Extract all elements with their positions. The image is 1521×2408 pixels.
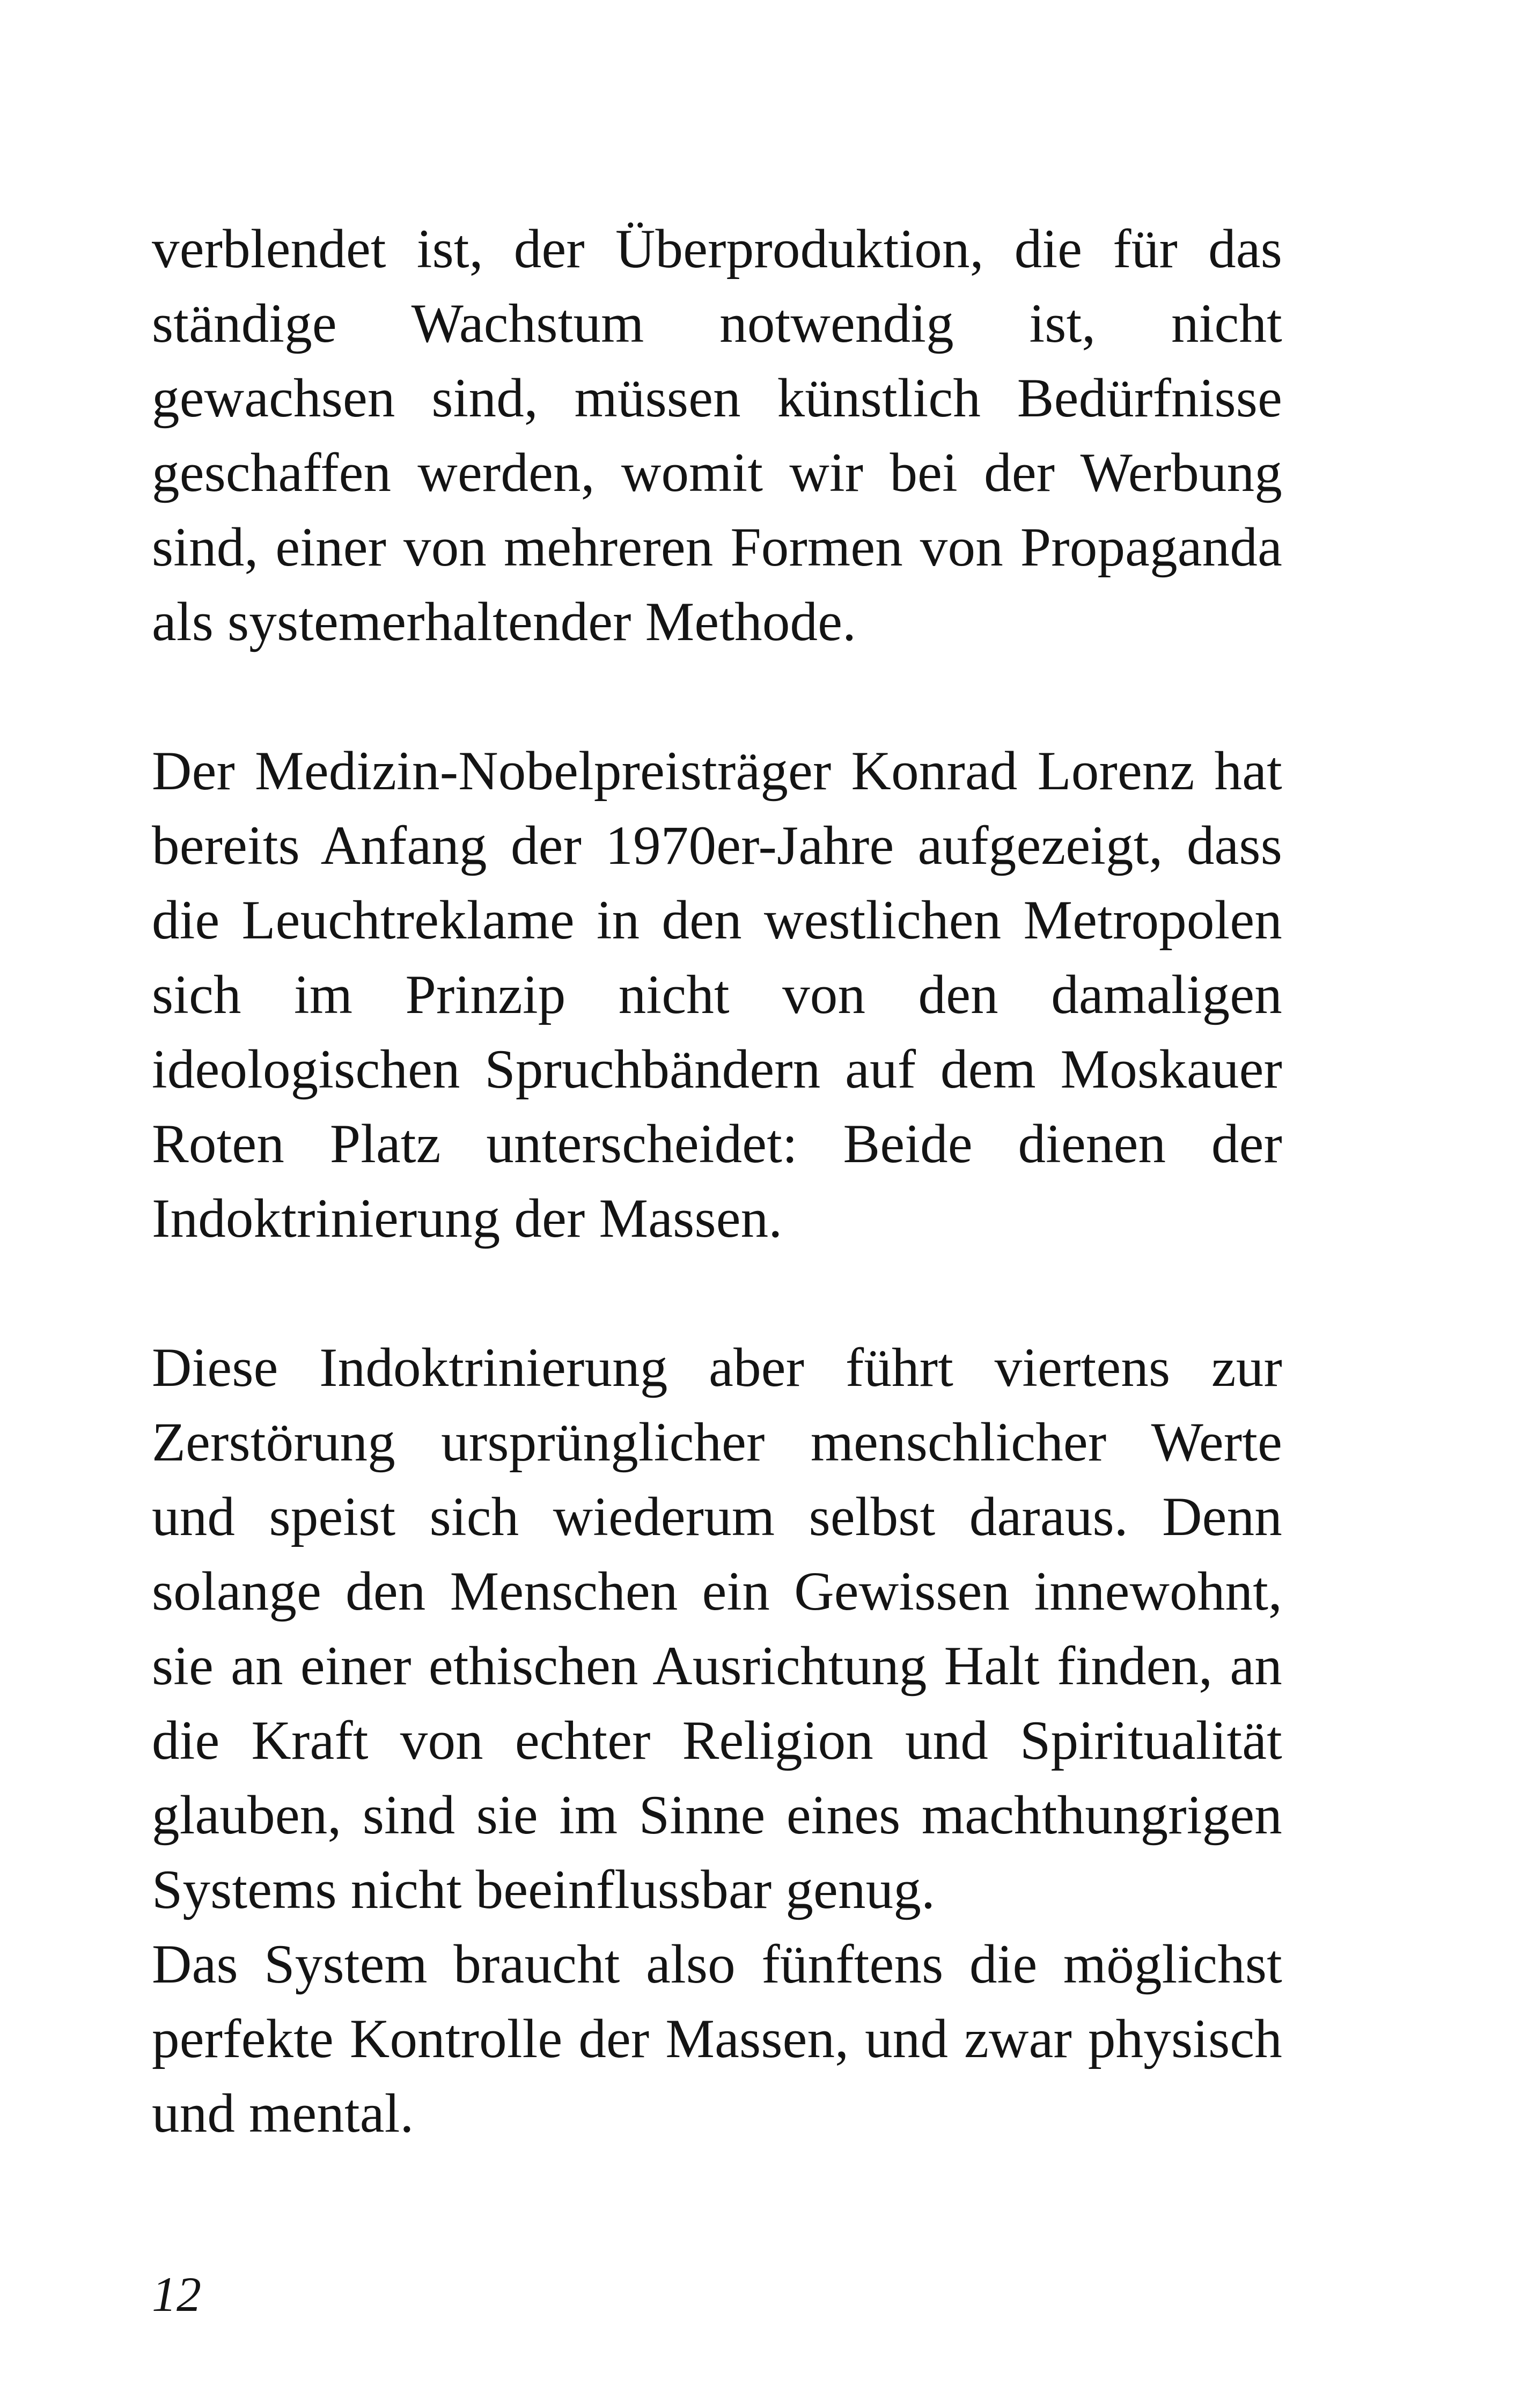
paragraph-1: verblendet ist, der Überproduktion, die für das ständige Wachstum notwendig ist, nicht gewachsen sind, müssen künstlich Bedürfnisse geschaffen werden, womit wir bei der Werbung sind, einer von mehreren Formen von Propaganda als systemerhaltender Methode. xyxy=(152,218,1282,652)
page-number: 12 xyxy=(152,2267,201,2322)
text-block xyxy=(152,212,1282,2151)
paragraph-3: Diese Indoktrinierung aber führt viertens zur Zerstörung ursprünglicher menschlicher Werte und speist sich wiederum selbst daraus. Denn solange den Menschen ein Gewissen innewohnt, sie an einer ethischen Ausrichtung Halt finden, an die Kraft von echter Religion und Spiritualität glauben, sind sie im Sinne eines machthungrigen Systems nicht beeinflussbar genug. xyxy=(152,1337,1282,1920)
paragraph-4: Das System braucht also fünftens die möglichst perfekte Kontrolle der Massen, und zwar physisch und mental. xyxy=(152,1934,1282,2144)
paragraph-2: Der Medizin-Nobelpreisträger Konrad Lorenz hat bereits Anfang der 1970er-Jahre aufgezeigt, dass die Leuchtreklame in den westlichen Metropolen sich im Prinzip nicht von den damaligen ideologischen Spruchbändern auf dem Moskauer Roten Platz unterscheidet: Beide dienen der Indoktrinierung der Massen. xyxy=(152,740,1282,1249)
